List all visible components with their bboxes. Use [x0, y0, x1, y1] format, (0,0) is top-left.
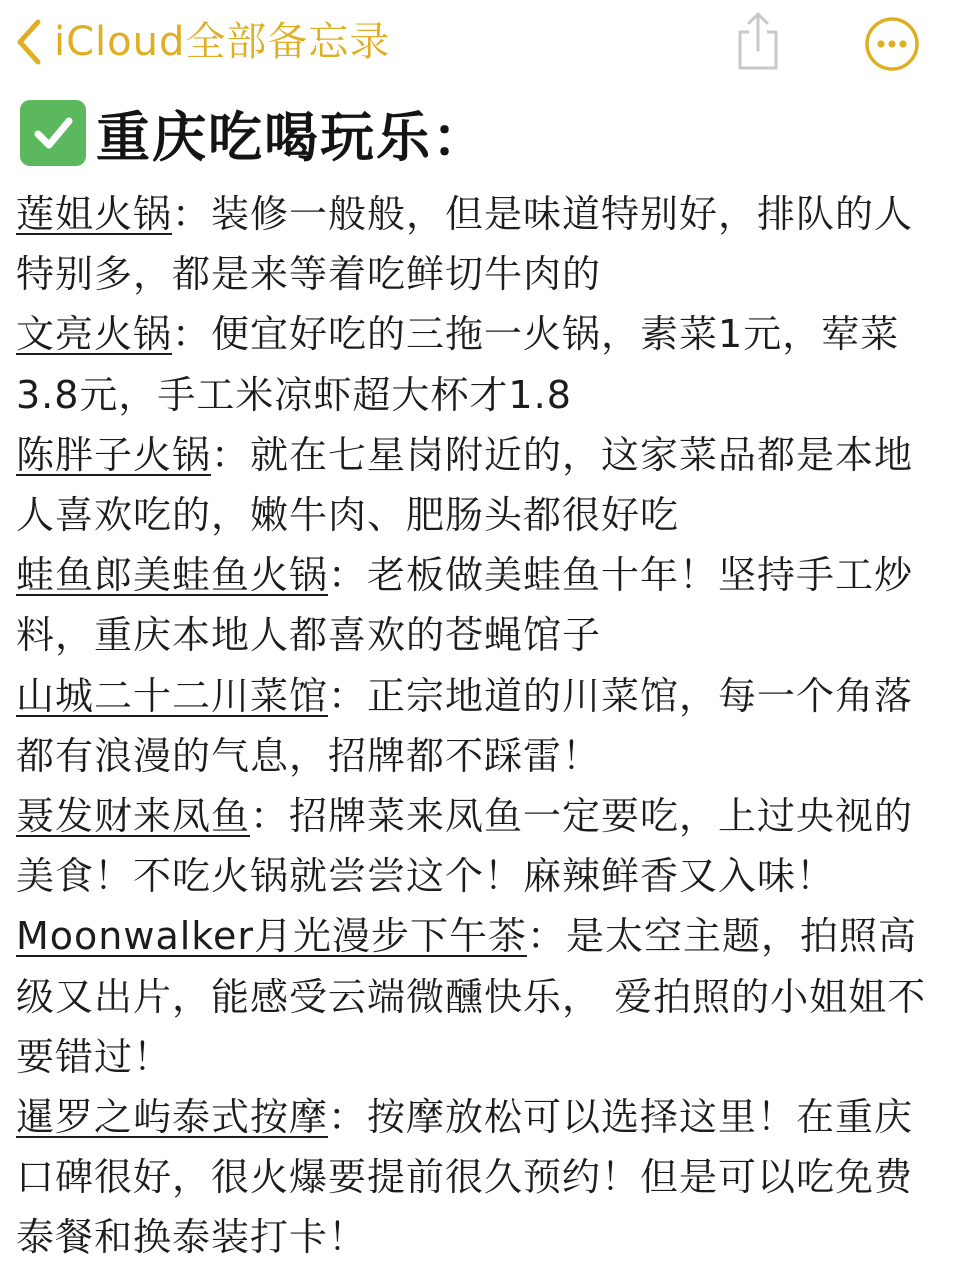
share-icon: [732, 10, 784, 72]
place-name[interactable]: 山城二十二川菜馆: [16, 673, 329, 718]
check-mark-icon: [20, 100, 86, 166]
place-description: ：装修一般般，但是味道特别好，排队的人特别多，都是来等着吃鲜切牛肉的: [16, 192, 914, 297]
list-item: [16, 545, 941, 665]
list-item: [16, 1087, 941, 1268]
place-name[interactable]: 暹罗之屿泰式按摩: [16, 1095, 329, 1140]
place-name[interactable]: 陈胖子火锅: [16, 432, 212, 477]
note-body[interactable]: [16, 184, 941, 1268]
place-description: ：便宜好吃的三拖一火锅，素菜1元，荤菜3.8元，手工米凉虾超大杯才1.8: [16, 312, 900, 417]
chevron-left-icon: [14, 16, 44, 68]
place-name[interactable]: 聂发财来凤鱼: [16, 794, 251, 839]
list-item: [16, 184, 941, 304]
place-name[interactable]: 莲姐火锅: [16, 192, 173, 236]
place-description: ：招牌菜来凤鱼一定要吃，上过央视的美食！不吃火锅就尝尝这个！麻辣鲜香又入味！: [16, 794, 914, 899]
place-name[interactable]: 文亮火锅: [16, 312, 173, 357]
list-item: [16, 425, 941, 545]
back-label: iCloud全部备忘录: [54, 19, 391, 65]
list-item: [16, 906, 941, 1087]
more-button[interactable]: [864, 16, 920, 72]
list-item: [16, 304, 941, 424]
note-title: 重庆吃喝玩乐：: [96, 105, 488, 169]
back-button[interactable]: [14, 16, 390, 68]
note-title-row: [20, 98, 488, 168]
place-description: ：正宗地道的川菜馆，每一个角落都有浪漫的气息，招牌都不踩雷！: [16, 673, 914, 778]
place-name[interactable]: 蛙鱼郎美蛙鱼火锅: [16, 553, 329, 598]
list-item: [16, 666, 941, 786]
ellipsis-circle-icon: [864, 16, 920, 72]
share-button[interactable]: [732, 10, 784, 72]
place-description: ：老板做美蛙鱼十年！坚持手工炒料，重庆本地人都喜欢的苍蝇馆子: [16, 553, 914, 658]
place-description: ：按摩放松可以选择这里！在重庆口碑很好，很火爆要提前很久预约！但是可以吃免费泰餐和换泰装打卡！: [16, 1095, 914, 1260]
place-description: ：是太空主题，拍照高级又出片，能感受云端微醺快乐， 爱拍照的小姐姐不要错过！: [16, 914, 927, 1079]
place-name[interactable]: Moonwalker月光漫步下午茶: [16, 914, 527, 959]
navigation-bar: [0, 0, 958, 90]
place-description: ：就在七星岗附近的，这家菜品都是本地人喜欢吃的，嫩牛肉、肥肠头都很好吃: [16, 432, 914, 538]
list-item: [16, 786, 941, 906]
